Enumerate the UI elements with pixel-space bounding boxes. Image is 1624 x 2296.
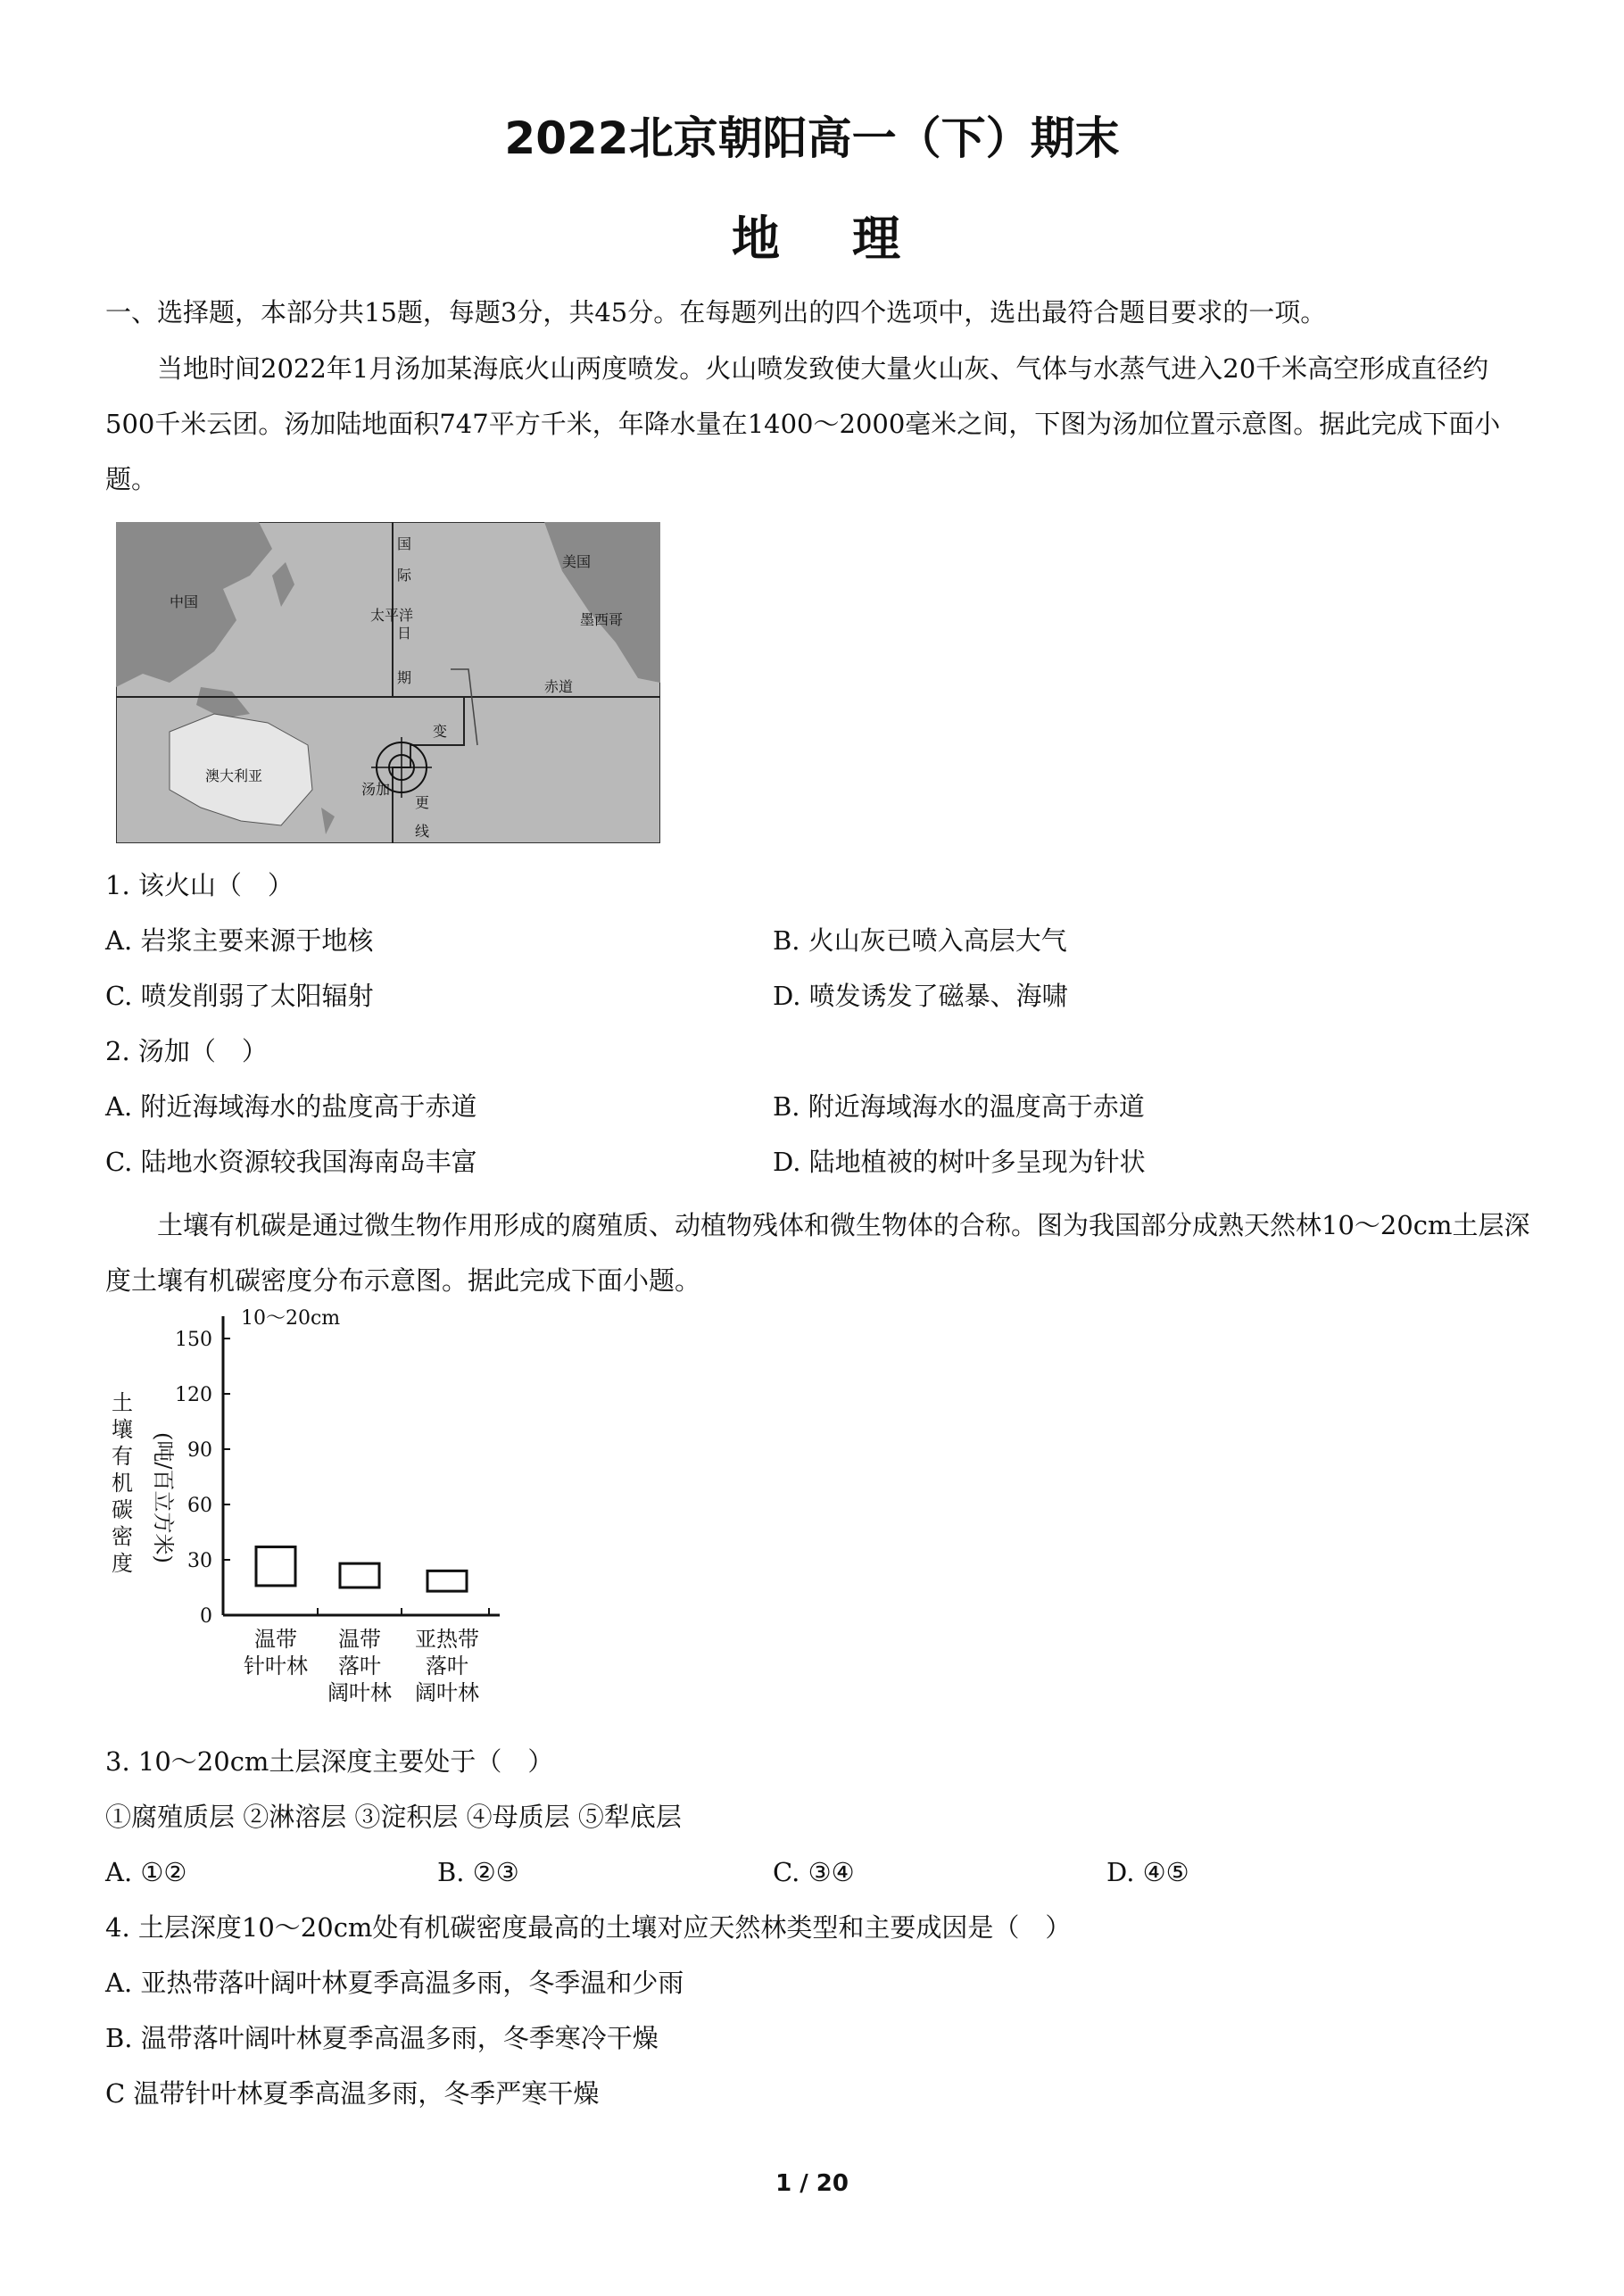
passage-1: 当地时间2022年1月汤加某海底火山两度喷发。火山喷发致使大量火山灰、气体与水蒸气进入20千米高空形成直径约500千米云团。汤加陆地面积747平方千米，年降水量在1400～2000毫米之间，下图为汤加位置示意图。据此完成下面小题。 [105, 353, 1501, 494]
page-title: 2022北京朝阳高一（下）期末 [504, 112, 1120, 164]
q2-stem: 2. 汤加（ ） [105, 1036, 268, 1066]
chart-category-label: 温带 [254, 1627, 297, 1652]
label-dateline-4: 期 [397, 669, 412, 686]
chart-y-tick-label: 60 [187, 1495, 212, 1517]
subject-char-2: 理 [852, 211, 900, 267]
chart-y-tick-label: 90 [187, 1439, 212, 1462]
chart-bar [256, 1547, 295, 1586]
q3-option-b: B. ②③ [437, 1857, 519, 1887]
label-usa: 美国 [562, 553, 592, 570]
chart-ylabel-char: 壤 [112, 1417, 133, 1442]
chart-bar [340, 1563, 379, 1587]
chart-bar [427, 1571, 467, 1591]
label-mexico: 墨西哥 [580, 611, 624, 628]
tonga-location-map [116, 522, 660, 843]
chart-category-label: 亚热带 [415, 1627, 479, 1652]
chart-ylabel-char: 机 [112, 1471, 133, 1496]
label-dateline-5: 变 [433, 723, 448, 740]
chart-yunit: (吨/百立方米) [151, 1432, 176, 1563]
label-dateline-3: 日 [397, 625, 412, 642]
q2-option-b: B. 附近海域海水的温度高于赤道 [773, 1091, 1145, 1122]
q4-option-c: C 温带针叶林夏季高温多雨，冬季严寒干燥 [105, 2078, 600, 2109]
label-australia: 澳大利亚 [205, 767, 263, 784]
q1-option-b: B. 火山灰已喷入高层大气 [773, 925, 1067, 956]
q4-stem: 4. 土层深度10～20cm处有机碳密度最高的土壤对应天然林类型和主要成因是（ ） [105, 1912, 1072, 1943]
chart-ylabel-char: 有 [112, 1444, 133, 1469]
label-dateline-6: 更 [415, 794, 430, 811]
chart-category-label: 阔叶林 [415, 1680, 479, 1705]
soil-carbon-chart [103, 1303, 549, 1722]
q3-option-d: D. ④⑤ [1106, 1857, 1189, 1887]
chart-y-tick-label: 150 [175, 1329, 212, 1351]
label-tonga: 汤加 [361, 781, 391, 798]
label-china: 中国 [170, 593, 199, 610]
label-dateline-1: 国 [397, 535, 412, 552]
q3-stem: 3. 10～20cm土层深度主要处于（ ） [105, 1746, 554, 1777]
section-heading: 一、选择题，本部分共15题，每题3分，共45分。在每题列出的四个选项中，选出最符合题目要求的一项。 [105, 297, 1327, 327]
q1-option-c: C. 喷发削弱了太阳辐射 [105, 981, 374, 1011]
label-equator: 赤道 [544, 678, 574, 695]
q1-stem: 1. 该火山（ ） [105, 870, 294, 900]
chart-ylabel-char: 碳 [112, 1497, 133, 1522]
q3-option-a: A. ①② [105, 1857, 187, 1887]
chart-y-tick-label: 120 [175, 1384, 212, 1406]
q4-option-b: B. 温带落叶阔叶林夏季高温多雨，冬季寒冷干燥 [105, 2023, 659, 2053]
chart-category-label: 落叶 [426, 1654, 468, 1678]
chart-y-tick-label: 0 [200, 1605, 212, 1628]
chart-category-label: 阔叶林 [327, 1680, 392, 1705]
q2-option-c: C. 陆地水资源较我国海南岛丰富 [105, 1147, 477, 1177]
q1-option-d: D. 喷发诱发了磁暴、海啸 [773, 981, 1068, 1011]
page-number: 1 / 20 [775, 2170, 849, 2197]
chart-category-label: 落叶 [338, 1654, 381, 1678]
chart-ylabel-char: 度 [112, 1551, 133, 1576]
q4-option-a: A. 亚热带落叶阔叶林夏季高温多雨，冬季温和少雨 [105, 1968, 684, 1998]
q3-items: ①腐殖质层 ②淋溶层 ③淀积层 ④母质层 ⑤犁底层 [105, 1802, 682, 1832]
q2-option-a: A. 附近海域海水的盐度高于赤道 [105, 1091, 477, 1122]
subject-char-1: 地 [732, 211, 780, 267]
q3-option-c: C. ③④ [773, 1857, 855, 1887]
label-pacific: 太平洋 [370, 607, 414, 624]
chart-ylabel-char: 密 [112, 1524, 133, 1549]
chart-category-label: 针叶林 [244, 1654, 308, 1678]
label-dateline-7: 线 [415, 823, 430, 840]
chart-ylabel-char: 土 [112, 1390, 133, 1415]
chart-category-label: 温带 [338, 1627, 381, 1652]
chart-title: 10～20cm [241, 1307, 341, 1330]
chart-ylabel [112, 1390, 133, 1576]
q2-option-d: D. 陆地植被的树叶多呈现为针状 [773, 1147, 1146, 1177]
passage-2: 土壤有机碳是通过微生物作用形成的腐殖质、动植物残体和微生物体的合称。图为我国部分成熟天然林10～20cm土层深度土壤有机碳密度分布示意图。据此完成下面小题。 [105, 1210, 1530, 1296]
q1-option-a: A. 岩浆主要来源于地核 [105, 925, 374, 956]
label-dateline-2: 际 [397, 567, 412, 584]
chart-y-tick-label: 30 [187, 1550, 212, 1572]
